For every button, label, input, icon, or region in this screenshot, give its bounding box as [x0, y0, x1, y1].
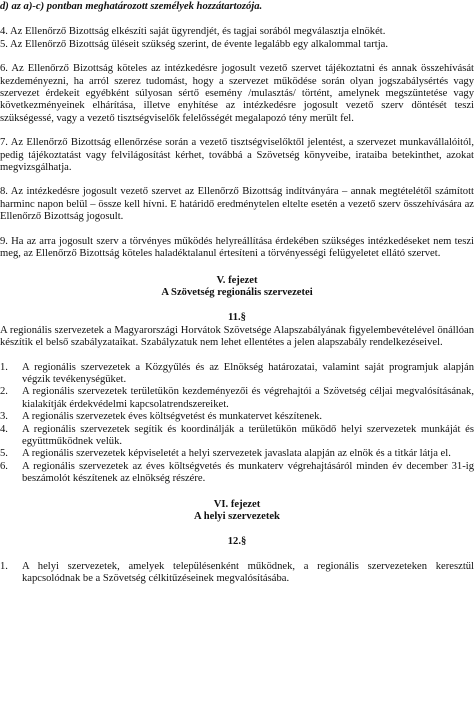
- list-item-text: A regionális szervezetek segítik és koordinálják a területükön működő helyi szervezetek munkáját és együttműködnek velük.: [22, 423, 474, 447]
- paragraph-7: 7. Az Ellenőrző Bizottság ellenőrzése során a vezető tisztségviselőktől jelentést, a szervezet munkavállalóitól, pedig tájékoztatást vagy felvilágosítást kérhet, továbbá a Szövetség könyveibe, irataiba betekinthet, azokat megvizsgálhatja.: [0, 137, 474, 174]
- paragraph-6: 6. Az Ellenőrző Bizottság köteles az intézkedésre jogosult vezető szervet tájékoztatni és annak összehívását kezdeményezni, ha arról szerez tudomást, hogy a szervezet működése során olyan jogszabálysértés vagy szervezet érdekeit egyébként súlyosan sértő esemény /mulasztás/ történt, amelynek megszüntetése vagy következményeinek elhárítása, illetve enyhítése az intézkedésre jogosult vezető szerv döntését teszi szükségessé, vagy a vezető tisztségviselők felelősségét megalapozó tény merült fel.: [0, 63, 474, 124]
- list-item-number: 5.: [0, 448, 8, 460]
- section-11-intro: A regionális szervezetek a Magyarországi Horvátok Szövetsége Alapszabályának figyelembevételével önállóan készítik el belső szabályzataikat. Szabályzatuk nem lehet ellentétes a jelen alapszabály rendelkezéseivel.: [0, 324, 474, 349]
- list-item: [0, 362, 474, 387]
- list-item: [0, 386, 474, 411]
- section-12-label: 12.§: [227, 536, 247, 548]
- list-item-text: A regionális szervezetek az éves költségvetés és munkaterv végrehajtásáról minden év december 31-ig beszámolót készítenek az elnökség részére.: [22, 460, 474, 485]
- list-item-text: A regionális szervezetek a Közgyűlés és az Elnökség határozatai, valamint saját programjuk alapján végzik tevékenységüket.: [22, 361, 474, 385]
- item-4: 4. Az Ellenőrző Bizottság elkészíti saját ügyrendjét, és tagjai sorából megválasztja elnökét.: [0, 26, 386, 38]
- chapter-6-title: VI. fejezet: [213, 498, 261, 510]
- chapter-5-title: V. fejezet: [216, 274, 258, 286]
- section-11-list: [0, 362, 474, 486]
- list-item-number: 1.: [0, 560, 8, 572]
- paragraph-8: 8. Az intézkedésre jogosult vezető szervet az Ellenőrző Bizottság indítványára – annak megtételétől számított harminc napon belül – össze kell hívni. E határidő eredménytelen eltelte esetén a vezető szerv összehívására az Ellenőrző Bizottság jogosult.: [0, 186, 474, 223]
- list-item-text: A regionális szervezetek képviseletét a helyi szervezetek javaslata alapján az elnök és a titkár látja el.: [22, 448, 451, 460]
- list-item-number: 4.: [0, 423, 8, 435]
- list-item-number: 3.: [0, 411, 8, 423]
- chapter-5-subtitle: A Szövetség regionális szervezetei: [161, 286, 313, 298]
- top-heading: d) az a)-c) pontban meghatározott személyek hozzátartozója.: [0, 1, 263, 12]
- paragraph-9: 9. Ha az arra jogosult szerv a törvényes működés helyreállítása érdekében szükséges intézkedéseket nem teszi meg, az Ellenőrző Bizottság köteles haladéktalanul értesíteni a törvényességi felügyeletet ellátó szervet.: [0, 235, 474, 260]
- items-4-5: [0, 26, 474, 51]
- list-item: [0, 561, 474, 586]
- list-item-number: 2.: [0, 386, 8, 398]
- list-item: [0, 461, 474, 486]
- section-12-list: [0, 561, 474, 586]
- list-item-text: A helyi szervezetek, amelyek településenként működnek, a regionális szervezeteken keresztül kapcsolódnak be a Szövetség célkitűzéseinek megvalósításába.: [22, 560, 474, 585]
- list-item-number: 1.: [0, 361, 8, 373]
- list-item: [0, 411, 474, 423]
- list-item: [0, 448, 474, 460]
- list-item: [0, 424, 474, 449]
- chapter-6-subtitle: A helyi szervezetek: [194, 511, 280, 522]
- list-item-text: A regionális szervezetek éves költségvetést és munkatervet készítenek.: [22, 411, 323, 423]
- list-item-text: A regionális szervezetek területükön kezdeményezői és végrehajtói a Szövetség céljai megvalósításának, kialakítják érdekvédelmi kapcsolatrendszereiket.: [22, 386, 474, 410]
- list-item-number: 6.: [0, 460, 8, 472]
- section-11-label: 11.§: [228, 312, 246, 324]
- item-5: 5. Az Ellenőrző Bizottság üléseit szükség szerint, de évente legalább egy alkalommal tartja.: [0, 38, 389, 50]
